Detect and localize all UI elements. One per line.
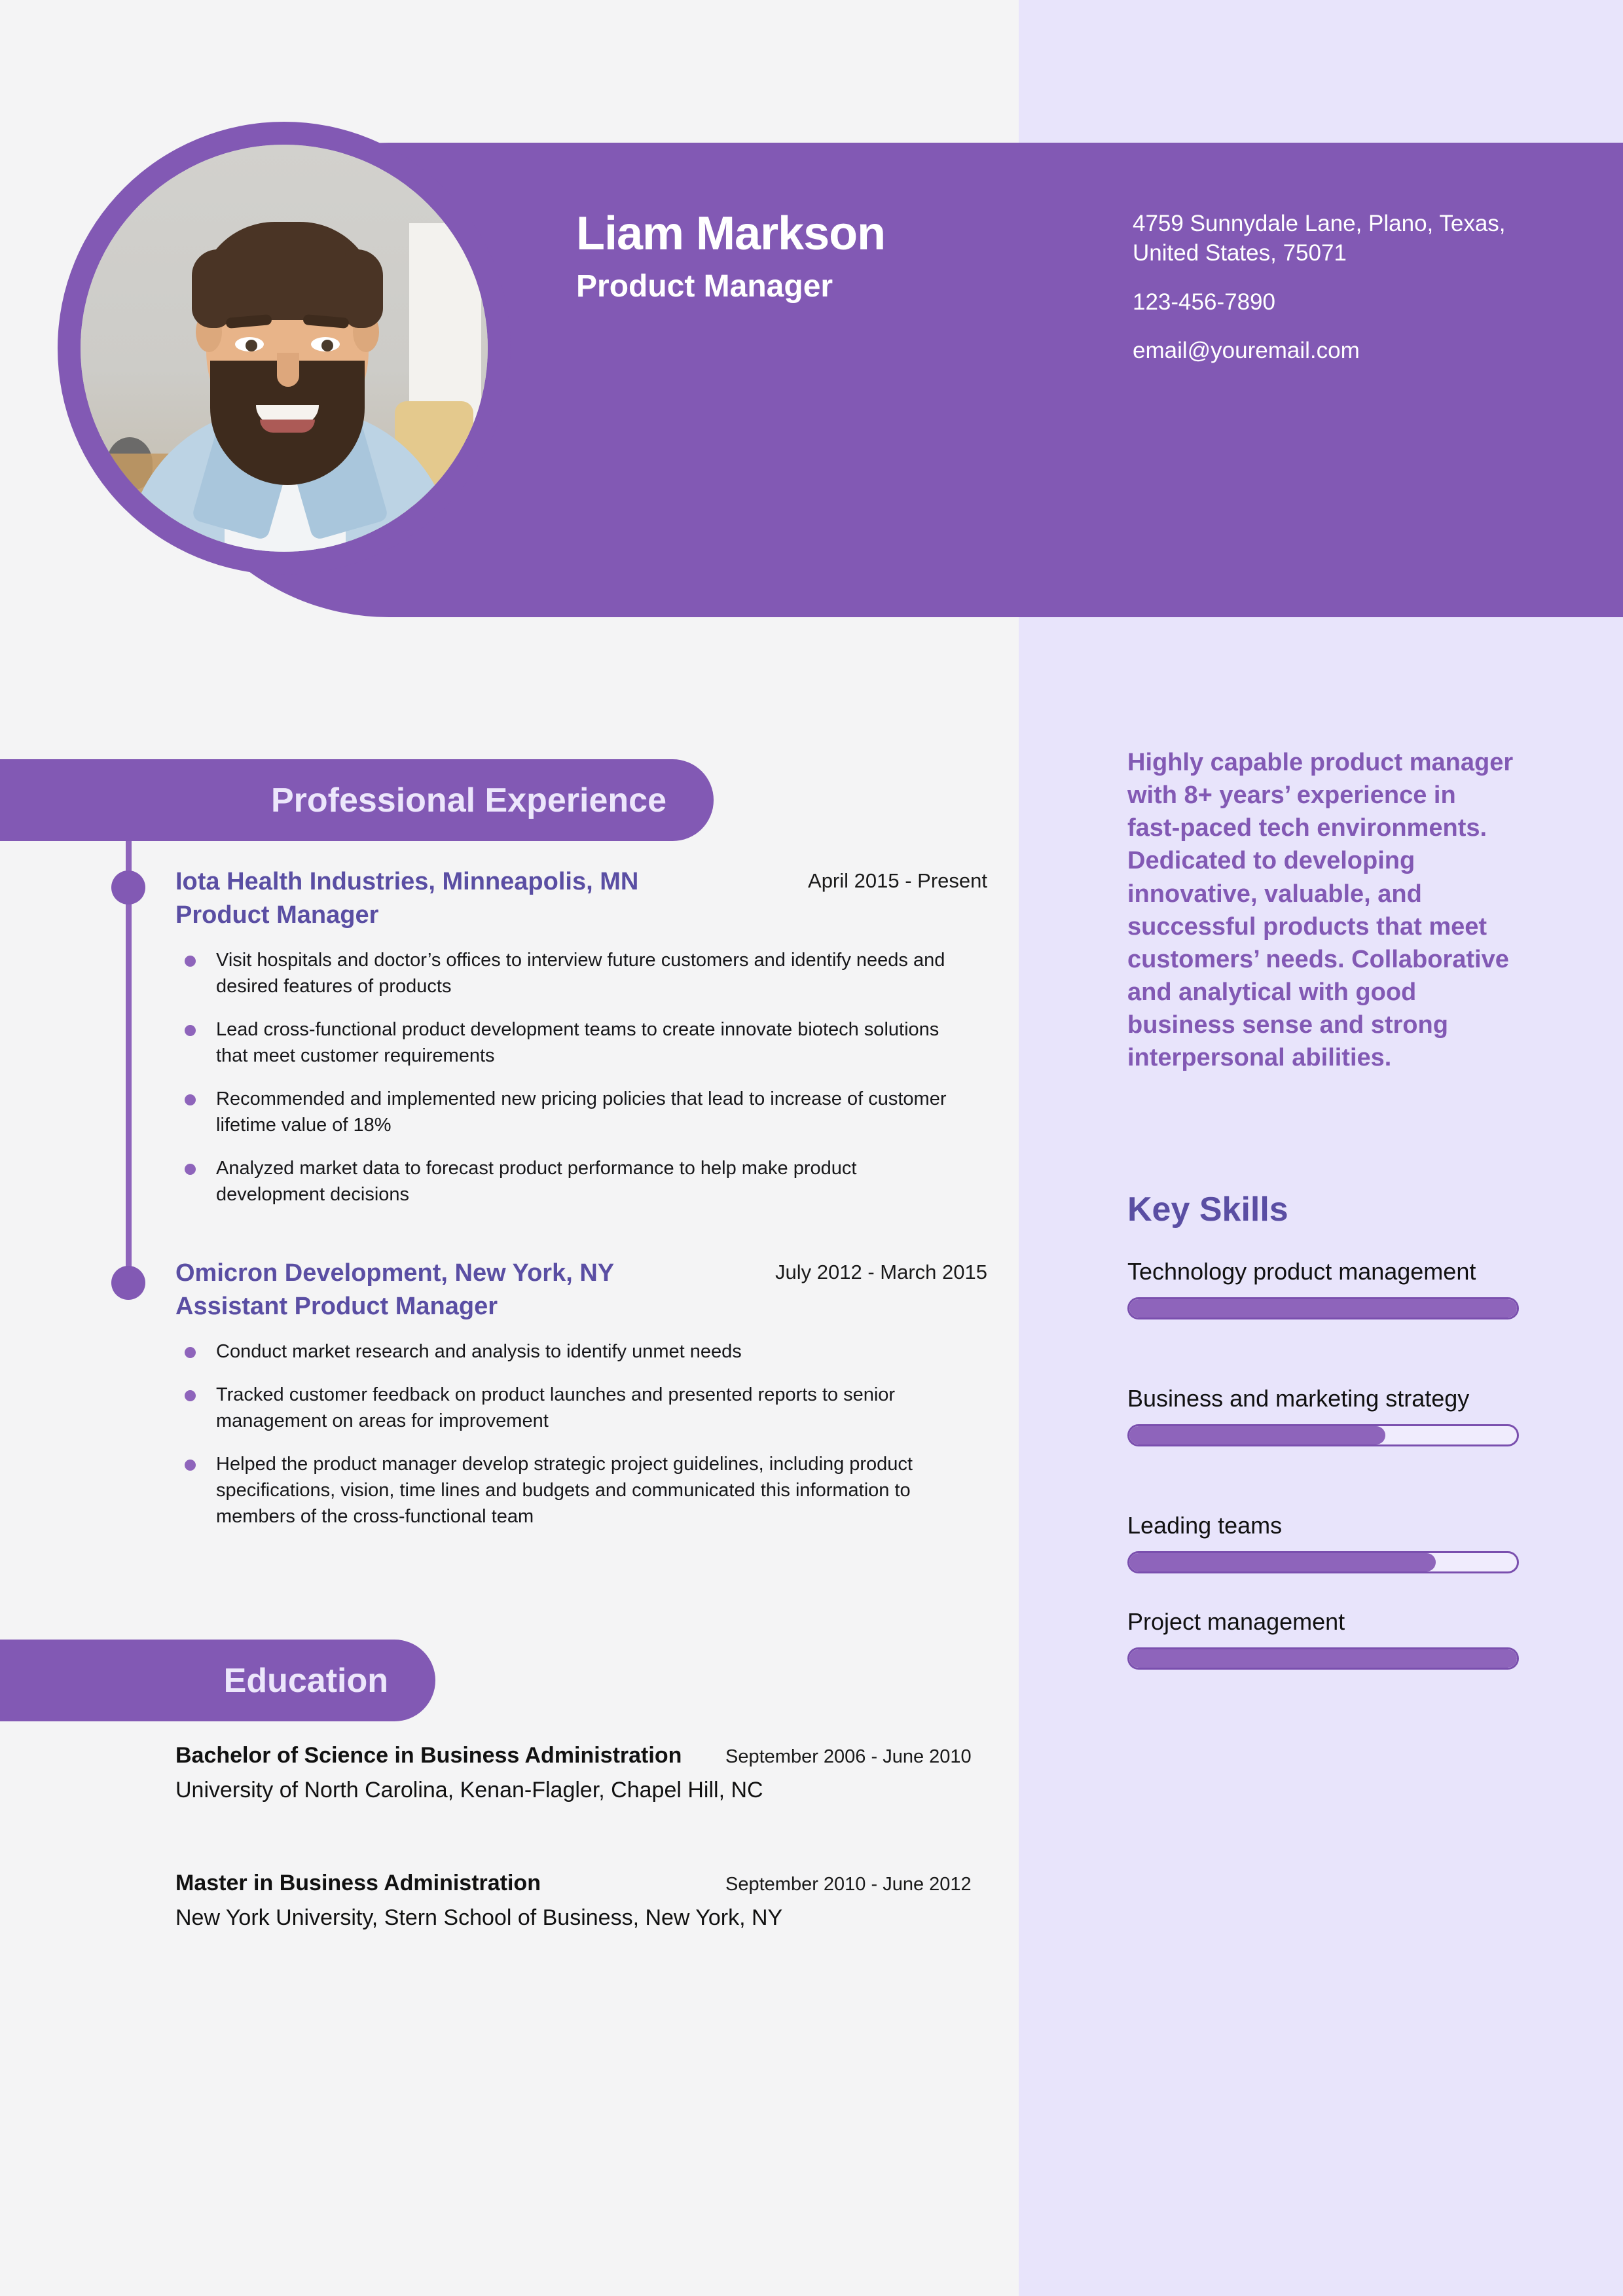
skill-bar <box>1127 1297 1519 1319</box>
experience-bullet: Helped the product manager develop strategic project guidelines, including product specifications, vision, time lines and budgets and communicated this information to members of the cross-functional team <box>175 1451 961 1530</box>
profile-summary: Highly capable product manager with 8+ years’ experience in fast-paced tech environments. Dedicated to developing innovative, valuable, and successful products that meet customers’ needs. Collaborative and analytical with good business sense and strong interpersonal abilities. <box>1127 749 1514 1072</box>
contact-phone[interactable]: 123-456-7890 <box>1133 289 1275 315</box>
education-degree: Bachelor of Science in Business Administration <box>175 1743 682 1768</box>
skill-item <box>1127 1607 1519 1670</box>
timeline-line <box>126 841 132 1289</box>
experience-bullet: Recommended and implemented new pricing policies that lead to increase of customer lifetime value of 18% <box>175 1086 961 1138</box>
skill-label: Leading teams <box>1127 1512 1283 1539</box>
education-dates: September 2006 - June 2010 <box>725 1746 972 1767</box>
contact-email[interactable]: email@youremail.com <box>1133 338 1360 364</box>
section-banner-education <box>0 1640 435 1721</box>
skill-item <box>1127 1511 1519 1573</box>
contact-block <box>1133 209 1539 366</box>
education-school: New York University, Stern School of Business, New York, NY <box>175 1905 783 1930</box>
experience-bullet: Lead cross-functional product development teams to create innovate biotech solutions that meet customer requirements <box>175 1016 961 1069</box>
experience-bullet-list <box>175 1338 987 1530</box>
timeline-dot <box>111 870 145 905</box>
experience-company: Iota Health Industries, Minneapolis, MN <box>175 868 639 895</box>
experience-bullet: Visit hospitals and doctor’s offices to interview future customers and identify needs and desired features of products <box>175 947 961 999</box>
education-entry <box>175 1869 987 1933</box>
experience-header <box>175 1257 987 1324</box>
education-entry <box>175 1741 987 1805</box>
experience-entry <box>175 1257 987 1547</box>
experience-bullet: Conduct market research and analysis to identify unmet needs <box>175 1338 961 1365</box>
skill-bar <box>1127 1551 1519 1573</box>
avatar-ring <box>58 122 511 575</box>
skill-label: Project management <box>1127 1608 1345 1635</box>
experience-job-title: Product Manager <box>175 901 379 929</box>
section-title-key-skills: Key Skills <box>1127 1191 1288 1229</box>
skill-bar <box>1127 1647 1519 1670</box>
experience-bullet: Analyzed market data to forecast product performance to help make product development decisions <box>175 1155 961 1208</box>
skill-label: Business and marketing strategy <box>1127 1385 1470 1412</box>
skill-bar-fill <box>1129 1299 1517 1318</box>
skill-item <box>1127 1384 1519 1446</box>
skill-item <box>1127 1257 1519 1319</box>
skill-label: Technology product management <box>1127 1258 1476 1285</box>
name-block <box>576 209 1034 304</box>
experience-company: Omicron Development, New York, NY <box>175 1259 615 1287</box>
candidate-name: Liam Markson <box>576 207 886 260</box>
section-title-experience: Professional Experience <box>270 781 666 819</box>
skill-bar-fill <box>1129 1426 1385 1444</box>
experience-bullet: Tracked customer feedback on product launches and presented reports to senior management on areas for improvement <box>175 1382 961 1434</box>
skill-bar-fill <box>1129 1649 1517 1668</box>
experience-entry <box>175 865 987 1225</box>
education-degree: Master in Business Administration <box>175 1871 541 1895</box>
experience-header <box>175 865 987 933</box>
section-title-education: Education <box>223 1661 388 1700</box>
experience-job-title: Assistant Product Manager <box>175 1293 498 1321</box>
education-school: University of North Carolina, Kenan-Flagler, Chapel Hill, NC <box>175 1777 763 1803</box>
avatar-photo <box>81 145 488 552</box>
education-dates: September 2010 - June 2012 <box>725 1874 972 1895</box>
experience-bullet-list <box>175 947 987 1208</box>
section-banner-experience <box>0 759 714 841</box>
experience-dates: April 2015 - Present <box>808 869 987 892</box>
skill-bar <box>1127 1424 1519 1446</box>
skill-bar-fill <box>1129 1553 1436 1571</box>
timeline-dot <box>111 1266 145 1300</box>
candidate-role: Product Manager <box>576 268 833 304</box>
experience-dates: July 2012 - March 2015 <box>775 1261 987 1283</box>
contact-address: 4759 Sunnydale Lane, Plano, Texas, United States, 75071 <box>1133 211 1506 266</box>
